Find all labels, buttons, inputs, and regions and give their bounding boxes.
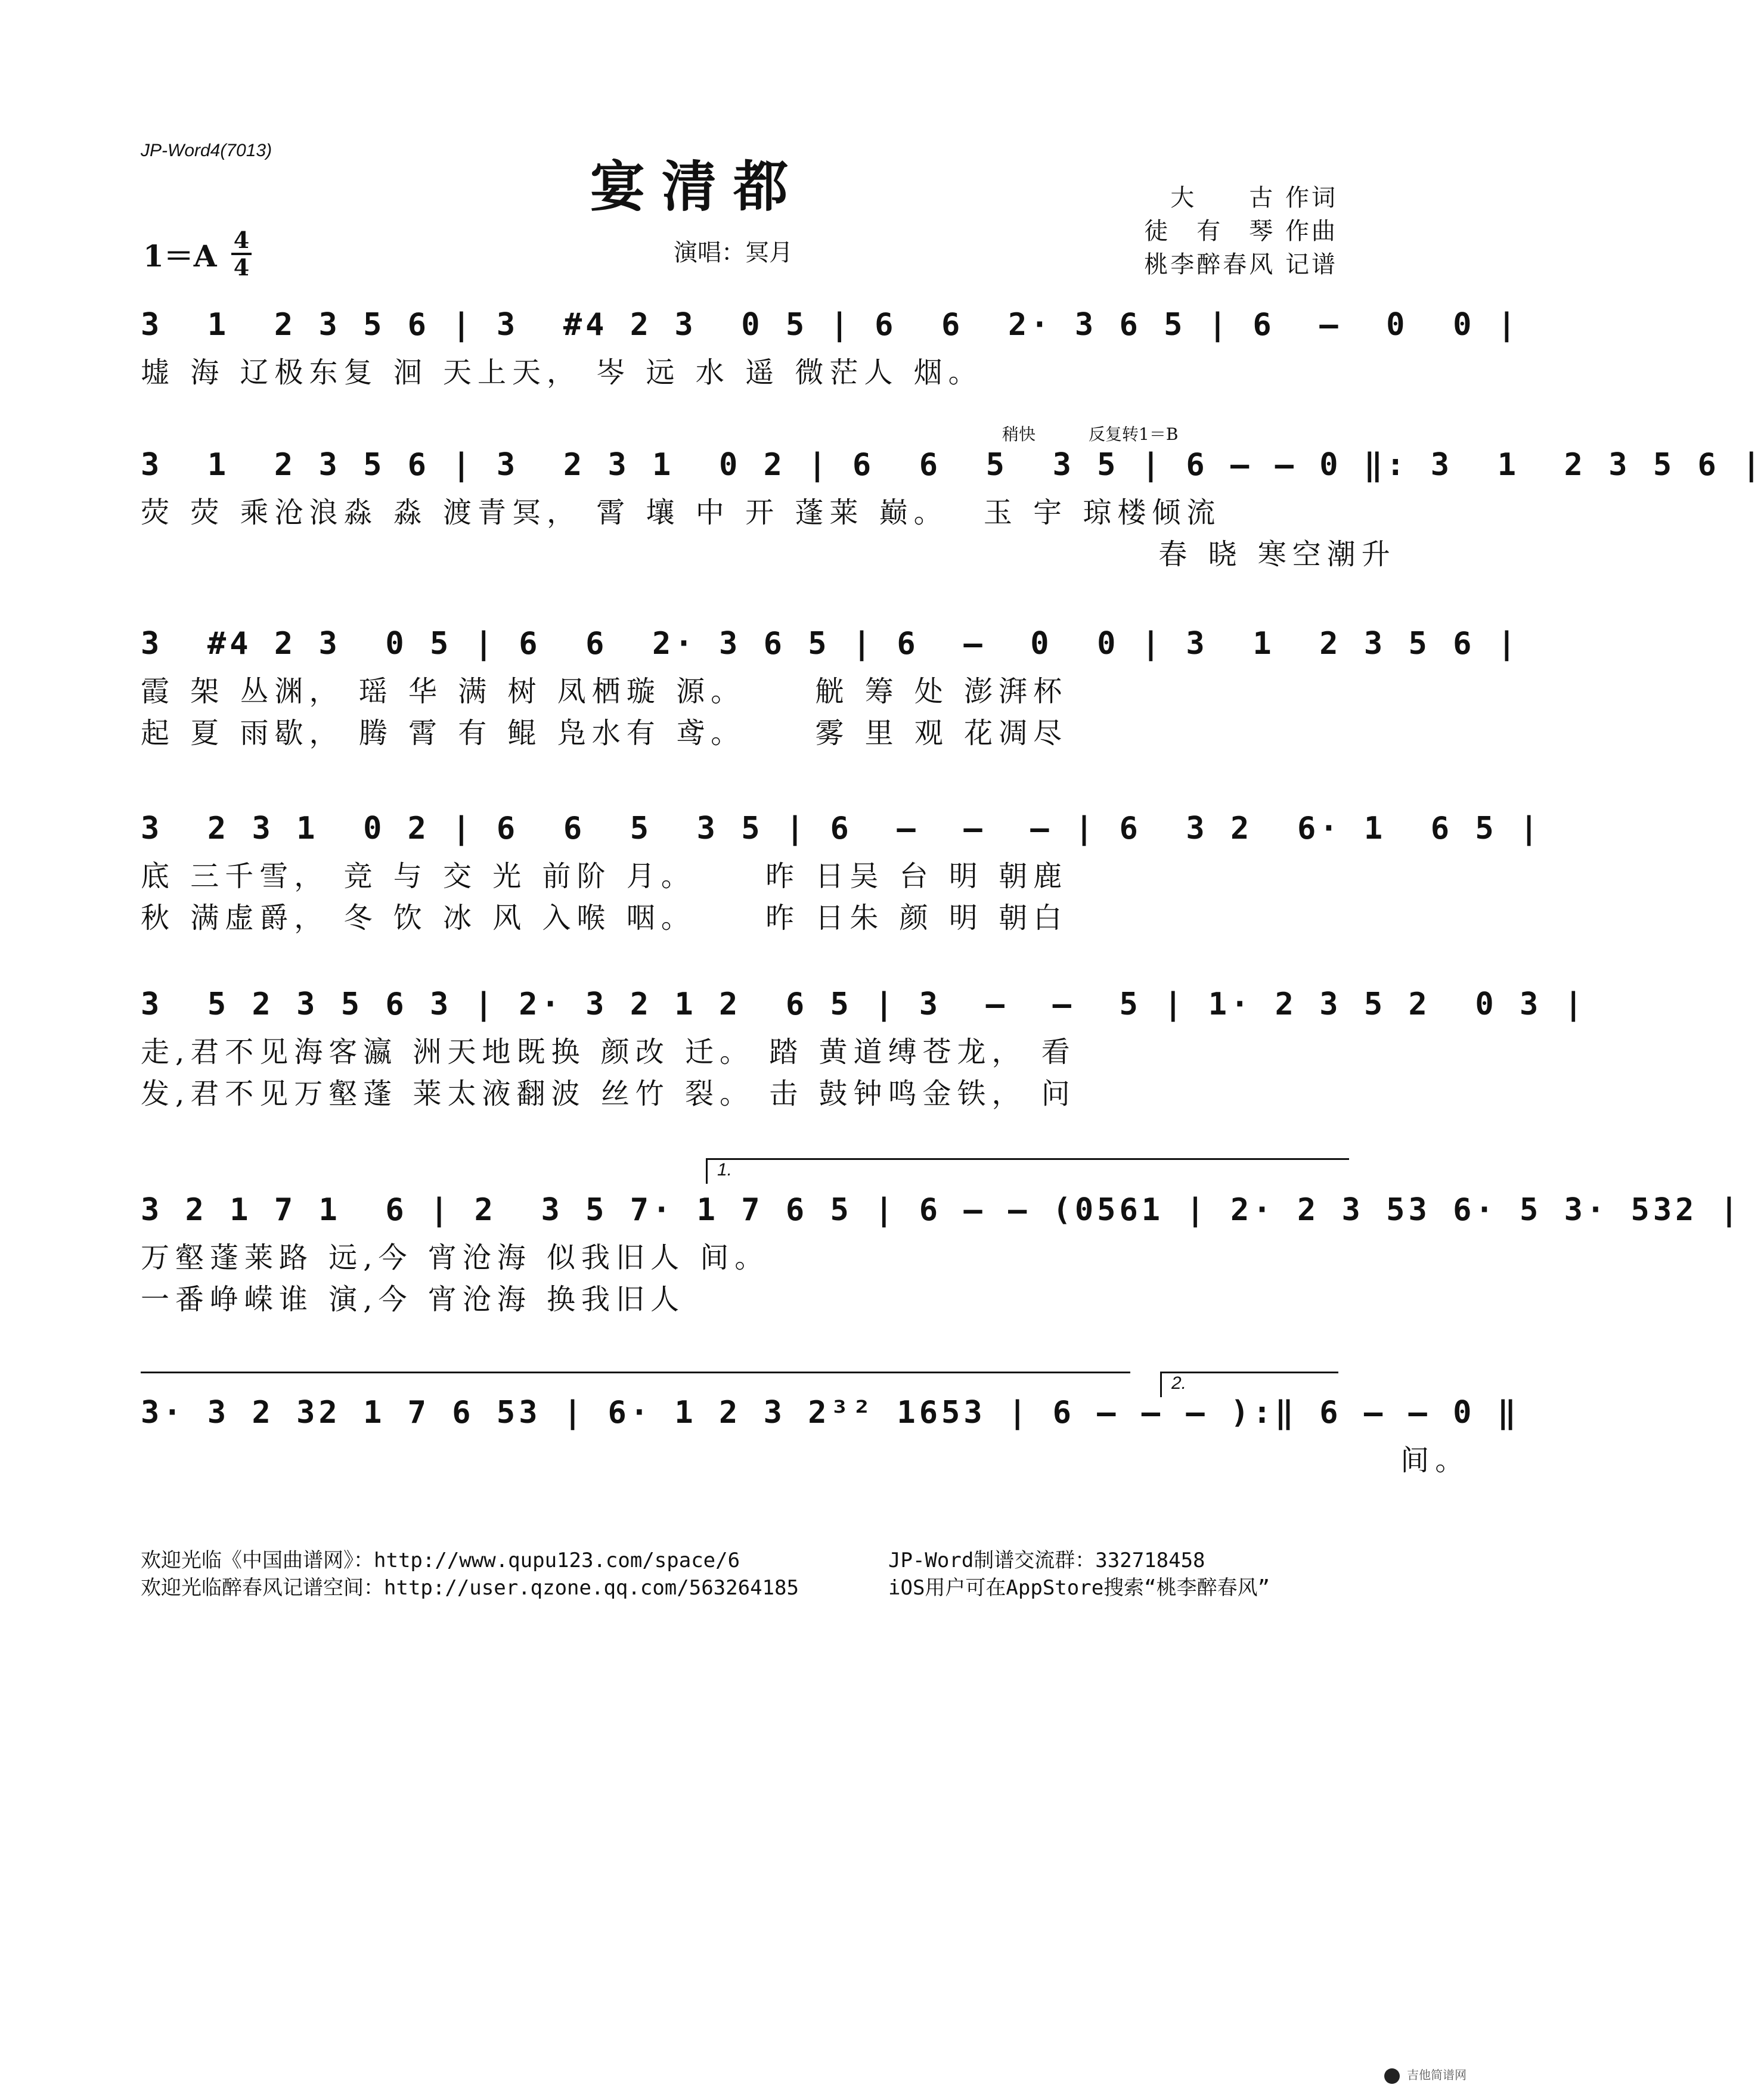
lyric-line: 底 三千雪， 竞 与 交 光 前阶 月。 昨 日吴 台 明 朝鹿 [141,860,1068,893]
lyric-line: 霞 架 丛渊， 瑶 华 满 树 凤栖璇 源。 觥 筹 处 澎湃杯 [141,675,1068,708]
lyric-line: 春 晓 寒空潮升 [141,538,1396,571]
footer-group-info: JP-Word制谱交流群：332718458 [888,1549,1205,1572]
notation-line: 3 1 2 3 5 6 | 3 2 3 1 0 2 | 6 6 5 3 5 | 6 – – 0 ‖: 3 1 2 3 5 6 | [141,447,1764,483]
lyric-line: 秋 满虚爵， 冬 饮 冰 风 入喉 咽。 昨 日朱 颜 明 朝白 [141,901,1068,935]
score-system-4 [141,802,1542,939]
lyric-line: 墟 海 辽极东复 洄 天上天， 岑 远 水 遥 微茫人 烟。 [141,356,983,389]
time-signature [231,228,252,280]
first-ending-continuation [141,1372,1130,1373]
notation-line: 3· 3 2 32 1 7 6 53 | 6· 1 2 3 2³² 1653 | 6 – – – ):‖ 6 – – 0 ‖ [141,1395,1520,1431]
footer-site-link[interactable]: 欢迎光临《中国曲谱网》：http://www.qupu123.com/space/6 [141,1549,740,1572]
lyric-line: 万壑蓬莱路 远,今 宵沧海 似我旧人 间。 [141,1241,770,1274]
key-signature: 1＝A [143,238,217,274]
time-top: 4 [233,227,250,253]
time-bottom: 4 [233,254,250,281]
notation-line: 3 5 2 3 5 6 3 | 2· 3 2 1 2 6 5 | 3 – – 5 | 1· 2 3 5 2 0 3 | [141,986,1586,1022]
notation-line: 3 1 2 3 5 6 | 3 #4 2 3 0 5 | 6 6 2· 3 6 5 | 6 – 0 0 | [141,307,1520,343]
software-label: JP-Word4(7013) [141,141,272,160]
notator-credit: 桃李醉春风 记谱 [1144,251,1338,278]
page-title: 宴清都 [590,154,805,219]
watermark-logo-icon [1384,2068,1400,2084]
score-system-7 [141,1373,1520,1481]
score-system-6 [141,1160,1743,1320]
watermark-text: 吉他简谱网 [1407,2069,1467,2083]
lyricist-credit: 大 古 作词 [1170,184,1338,212]
score-system-3 [141,617,1520,754]
key-change-mark: 反复转1＝B [1089,424,1179,444]
lyric-line: 荧 荧 乘沧浪淼 淼 渡青冥， 霄 壤 中 开 蓬莱 巅。 玉 宇 琼楼倾流 [141,496,1222,529]
score-system-5 [141,978,1586,1115]
lyric-line: 走,君不见海客瀛 洲天地既换 颜改 迁。 踏 黄道缚苍龙， 看 [141,1035,1076,1069]
first-ending-bracket: 1. [706,1158,1349,1184]
watermark [1384,2065,1467,2084]
footer-ios-info: iOS用户可在AppStore搜索“桃李醉春风” [888,1576,1270,1600]
lyric-line: 间。 [141,1444,1470,1477]
composer-credit: 徒 有 琴 作曲 [1144,218,1338,245]
notation-line: 3 2 3 1 0 2 | 6 6 5 3 5 | 6 – – – | 6 3 2 6· 1 6 5 | [141,811,1542,846]
score-system-1 [141,298,1520,393]
lyric-line: 一番峥嵘谁 演,今 宵沧海 换我旧人 [141,1283,686,1316]
footer-space-link[interactable]: 欢迎光临醉春风记谱空间：http://user.qzone.qq.com/563264185 [141,1576,799,1600]
lyric-line: 发,君不见万壑蓬 莱太液翻波 丝竹 裂。 击 鼓钟鸣金铁， 问 [141,1077,1076,1110]
score-system-2 [141,424,1764,575]
notation-line: 3 #4 2 3 0 5 | 6 6 2· 3 6 5 | 6 – 0 0 | 3 1 2 3 5 6 | [141,626,1520,662]
notation-line: 3 2 1 7 1 6 | 2 3 5 7· 1 7 6 5 | 6 – – (0561 | 2· 2 3 53 6· 5 3· 532 | [141,1192,1743,1228]
tempo-mark: 稍快 [1002,424,1036,444]
singer-credit: 演唱：冥月 [674,239,793,266]
lyric-line: 起 夏 雨歇， 腾 霄 有 鲲 凫水有 鸢。 雾 里 观 花凋尽 [141,716,1068,750]
second-ending-bracket: 2. [1160,1372,1338,1397]
